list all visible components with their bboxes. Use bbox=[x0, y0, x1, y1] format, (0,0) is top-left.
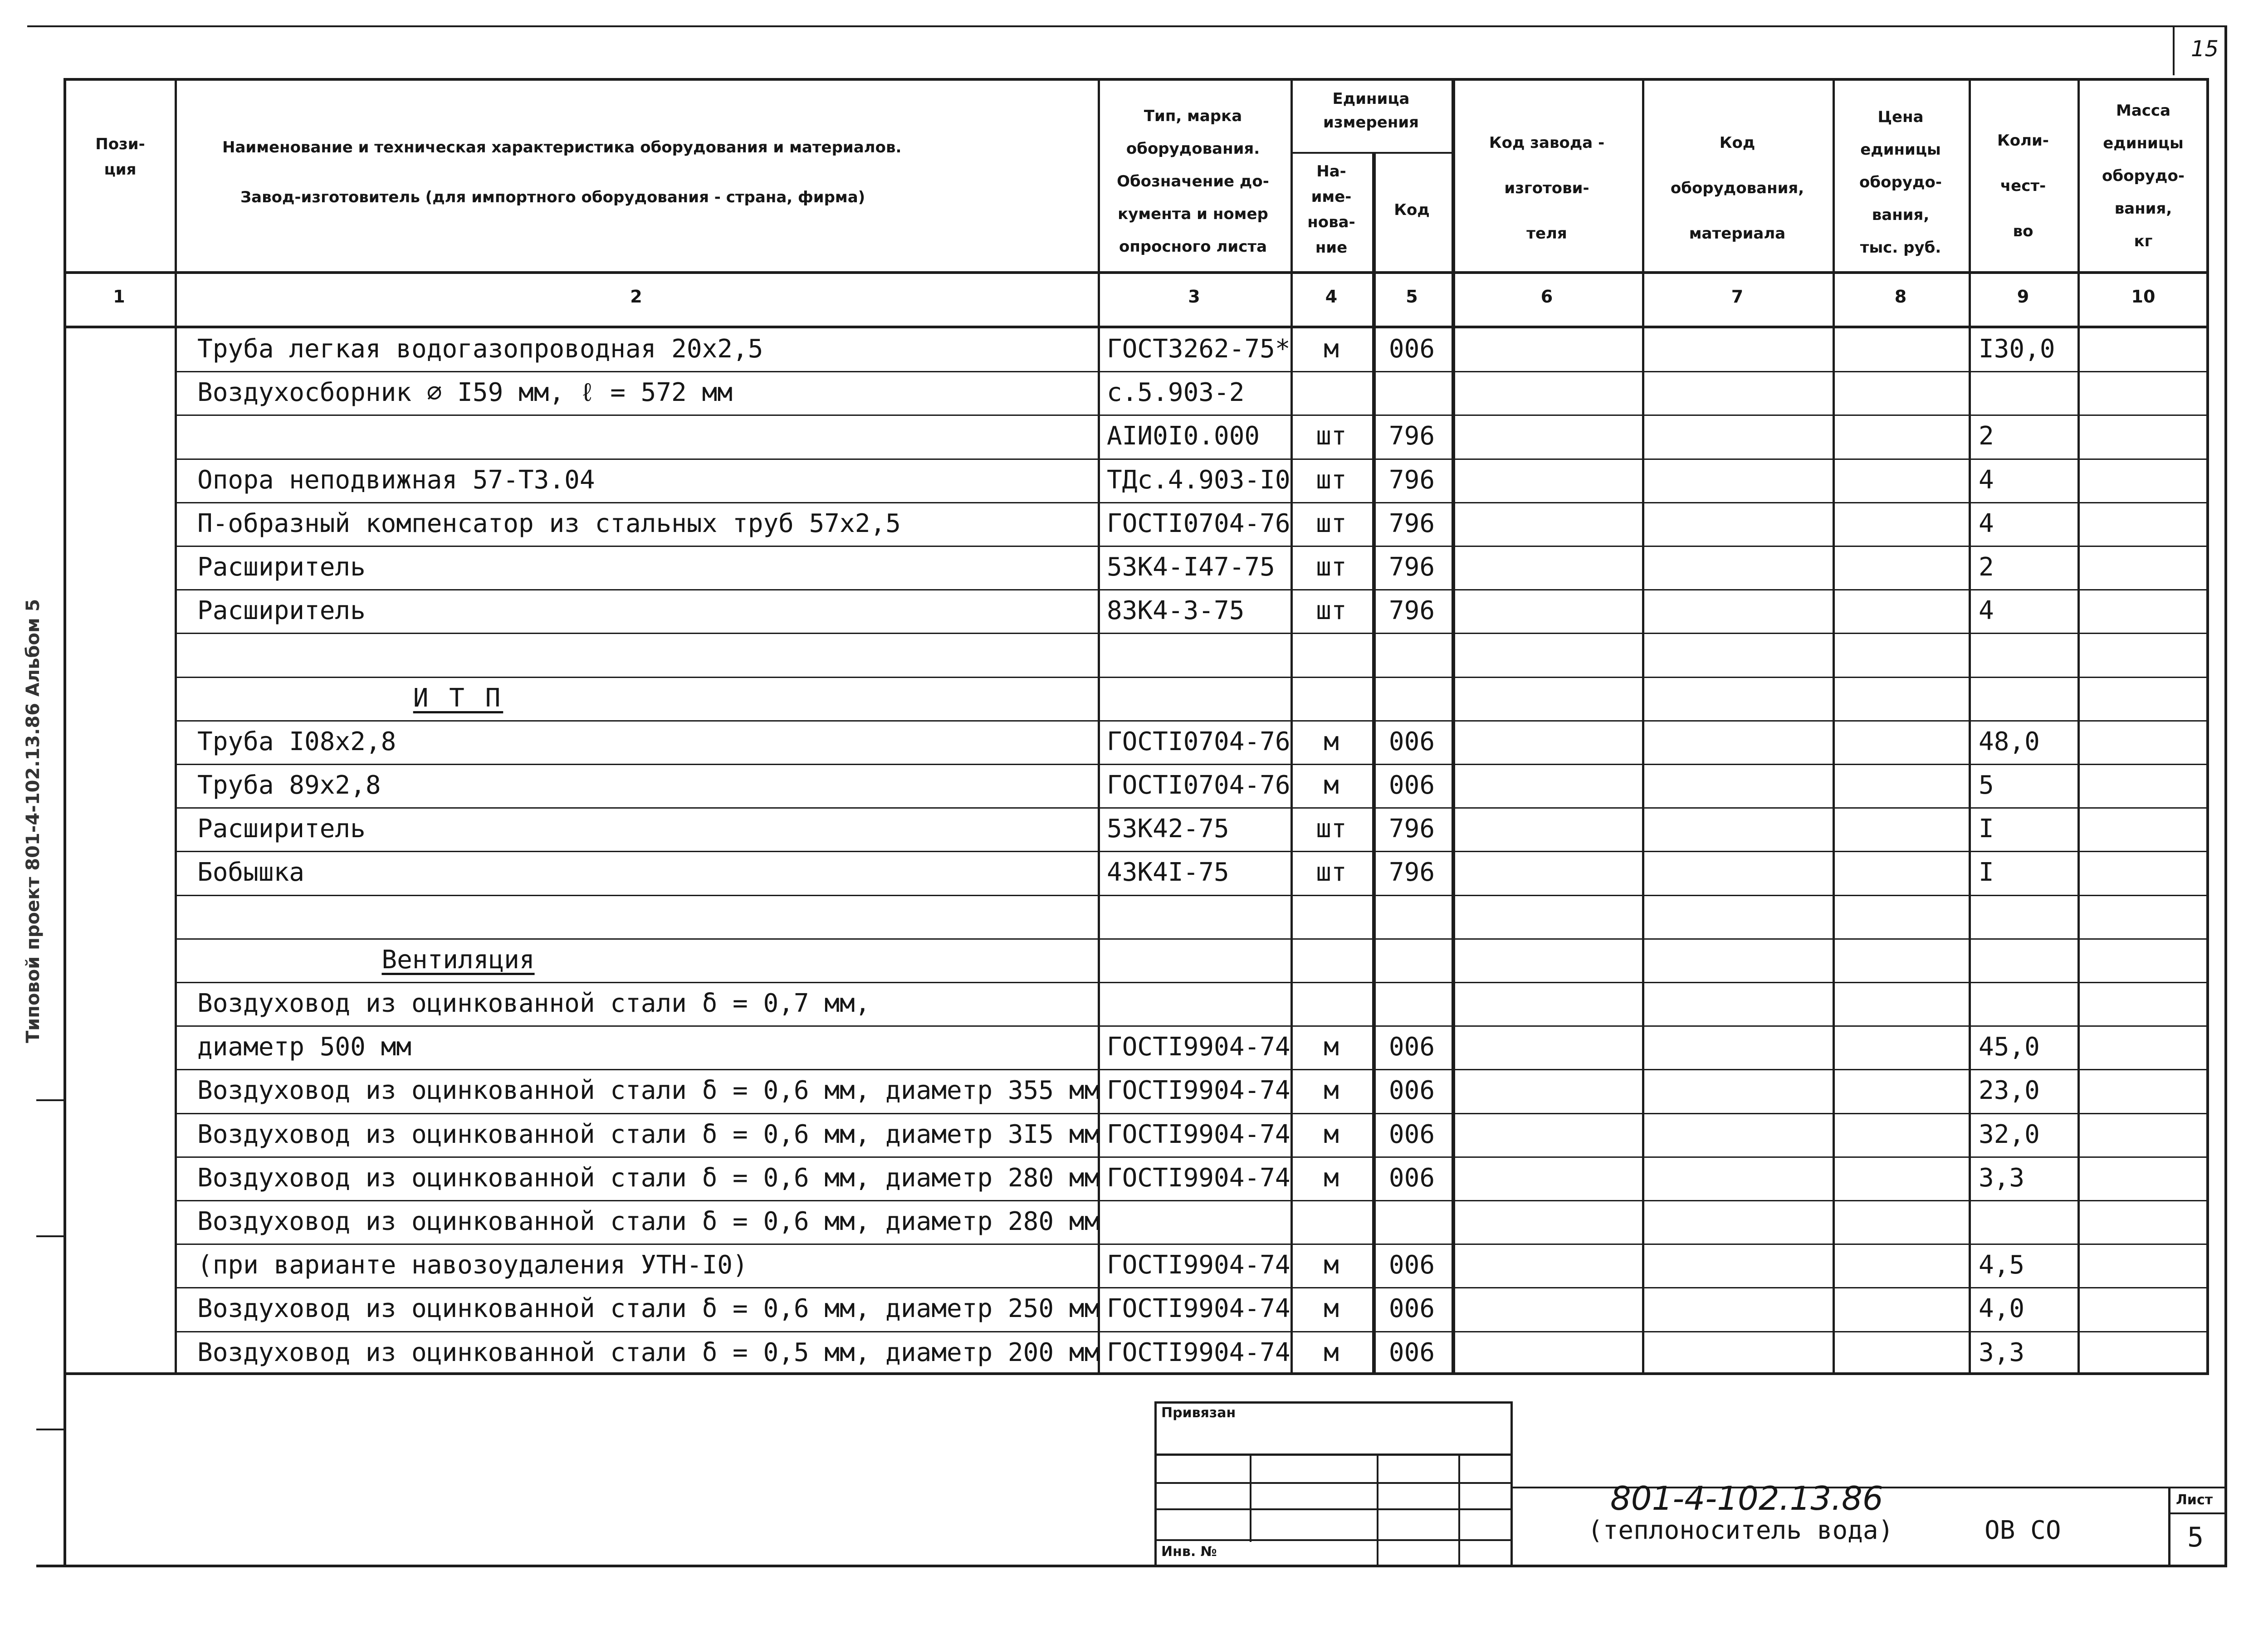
margin-tick-1 bbox=[36, 1099, 66, 1101]
table-row bbox=[0, 1244, 2268, 1287]
item-name: Воздуховод из оцинкованной стали δ = 0,6 мм, диаметр 280 мм bbox=[197, 1207, 1100, 1236]
column-number: 3 bbox=[1188, 287, 1200, 307]
item-unit: м bbox=[1324, 334, 1339, 364]
item-quantity: 5 bbox=[1979, 771, 1994, 800]
header-name-line2: Завод-изготовитель (для импортного оборудования - страна, фирма) bbox=[240, 188, 865, 206]
page-number: 15 bbox=[2191, 36, 2219, 62]
header-unit-group bbox=[1290, 87, 1452, 134]
column-number: 7 bbox=[1731, 287, 1744, 307]
unit-group-line bbox=[1290, 152, 1452, 154]
column-number: 10 bbox=[2131, 287, 2156, 307]
header-qty-line3: во bbox=[2013, 222, 2033, 240]
item-unit: м bbox=[1324, 1250, 1339, 1280]
item-unit: шт bbox=[1316, 465, 1347, 495]
item-code: 006 bbox=[1388, 727, 1435, 756]
item-designation: ГОСТI0704-76 bbox=[1107, 727, 1290, 756]
item-quantity: 4 bbox=[1979, 465, 1994, 495]
item-name: Бобышка bbox=[197, 858, 305, 887]
item-quantity: 2 bbox=[1979, 421, 1994, 451]
item-designation: АIИ0I0.000 bbox=[1107, 421, 1260, 451]
header-price-line4: вания, bbox=[1872, 206, 1930, 224]
item-code: 006 bbox=[1388, 1120, 1435, 1149]
item-designation: с.5.903-2 bbox=[1107, 378, 1245, 407]
item-unit bbox=[1290, 633, 1372, 676]
sheet-box-split bbox=[2168, 1512, 2227, 1514]
table-row bbox=[0, 1331, 2268, 1375]
doc-subtitle: (теплоноситель вода) bbox=[1588, 1516, 1894, 1545]
item-code: 796 bbox=[1388, 552, 1435, 582]
item-designation: ТДс.4.903-I0 bbox=[1107, 465, 1290, 495]
item-quantity: 2 bbox=[1979, 552, 1994, 582]
header-equip-line3: материала bbox=[1689, 224, 1786, 243]
item-name: Воздухосборник ∅ I59 мм, ℓ = 572 мм bbox=[197, 378, 733, 407]
header-mass-line2: единицы bbox=[2103, 134, 2184, 152]
item-unit: м bbox=[1324, 1294, 1339, 1323]
header-price-line3: оборудо- bbox=[1859, 173, 1942, 191]
table-row bbox=[0, 938, 2268, 982]
item-code: 796 bbox=[1388, 596, 1435, 625]
item-designation: ГОСТI9904-74 bbox=[1107, 1163, 1290, 1193]
item-code: 006 bbox=[1388, 1250, 1435, 1280]
item-quantity: 23,0 bbox=[1979, 1076, 2040, 1105]
table-row bbox=[0, 1069, 2268, 1112]
item-designation: ГОСТI9904-74 bbox=[1107, 1120, 1290, 1149]
item-name: Воздуховод из оцинкованной стали δ = 0,6 мм, диаметр 250 мм bbox=[197, 1294, 1100, 1323]
top-border-line bbox=[27, 25, 2227, 27]
item-quantity: 32,0 bbox=[1979, 1120, 2040, 1149]
header-bottom-line bbox=[64, 271, 2209, 274]
item-quantity: I bbox=[1979, 814, 1994, 844]
item-name: (при варианте навозоудаления УТН-I0) bbox=[197, 1250, 748, 1280]
header-equip-line1: Код bbox=[1719, 134, 1755, 152]
item-name: Расширитель bbox=[197, 552, 366, 582]
header-unit-name bbox=[1290, 159, 1372, 260]
item-name: Воздуховод из оцинкованной стали δ = 0,6 мм, диаметр 355 мм bbox=[197, 1076, 1100, 1105]
table-row bbox=[0, 633, 2268, 676]
item-unit bbox=[1290, 677, 1372, 720]
item-name: Расширитель bbox=[197, 596, 366, 625]
item-unit bbox=[1290, 1200, 1372, 1244]
header-name-line1: Наименование и техническая характеристика оборудования и материалов. bbox=[222, 138, 902, 156]
header-mass-line4: вания, bbox=[2114, 200, 2172, 218]
item-designation: 83К4-3-75 bbox=[1107, 596, 1245, 625]
item-unit bbox=[1290, 938, 1372, 982]
table-row bbox=[0, 677, 2268, 720]
table-row bbox=[0, 1287, 2268, 1331]
item-unit: м bbox=[1324, 1120, 1339, 1149]
table-bottom-line bbox=[64, 1372, 2209, 1375]
header-type-line2: оборудования. bbox=[1126, 140, 1260, 158]
header-name bbox=[181, 122, 1089, 222]
item-unit: шт bbox=[1316, 814, 1347, 844]
item-designation: 53К4-I47-75 bbox=[1107, 552, 1275, 582]
item-designation: ГОСТ3262-75* bbox=[1107, 334, 1290, 364]
item-code: 006 bbox=[1388, 1076, 1435, 1105]
item-code: 796 bbox=[1388, 465, 1435, 495]
item-name: Расширитель bbox=[197, 814, 366, 844]
table-row bbox=[0, 1156, 2268, 1200]
table-row bbox=[0, 851, 2268, 894]
page-bottom-line bbox=[36, 1565, 2227, 1567]
header-equip-line2: оборудования, bbox=[1670, 179, 1804, 197]
sheet-label: Лист bbox=[2176, 1492, 2213, 1508]
item-designation: ГОСТI9904-74 bbox=[1107, 1250, 1290, 1280]
header-price bbox=[1833, 101, 1969, 264]
item-unit: шт bbox=[1316, 596, 1347, 625]
header-mass-line1: Масса bbox=[2116, 102, 2171, 120]
item-quantity: I30,0 bbox=[1979, 334, 2055, 364]
header-unit-line2: измерения bbox=[1323, 113, 1419, 132]
item-code bbox=[1372, 1200, 1452, 1244]
header-mass bbox=[2077, 94, 2209, 258]
item-unit: м bbox=[1324, 727, 1339, 756]
header-position-line2: ция bbox=[104, 161, 137, 179]
item-code bbox=[1372, 895, 1452, 938]
item-unit: шт bbox=[1316, 552, 1347, 582]
header-type-line4: кумента и номер bbox=[1118, 205, 1268, 223]
stamp-grid-v1 bbox=[1250, 1456, 1251, 1542]
item-quantity: 4,0 bbox=[1979, 1294, 2025, 1323]
section-title: И Т П bbox=[413, 683, 503, 713]
item-unit bbox=[1290, 371, 1372, 415]
item-code: 006 bbox=[1388, 1338, 1435, 1367]
table-row bbox=[0, 764, 2268, 807]
column-number: 2 bbox=[630, 287, 642, 307]
item-code: 006 bbox=[1388, 771, 1435, 800]
table-row bbox=[0, 589, 2268, 633]
item-unit: м bbox=[1324, 771, 1339, 800]
header-unit-line1: Единица bbox=[1332, 90, 1410, 108]
column-number: 1 bbox=[113, 287, 125, 307]
item-quantity: 48,0 bbox=[1979, 727, 2040, 756]
item-unit: м bbox=[1324, 1032, 1339, 1062]
table-row bbox=[0, 895, 2268, 938]
header-type-line5: опросного листа bbox=[1119, 238, 1267, 256]
table-row bbox=[0, 415, 2268, 458]
side-text: Типовой проект 801-4-102.13.86 Альбом 5 bbox=[23, 599, 44, 1043]
header-mass-line3: оборудо- bbox=[2102, 167, 2185, 185]
item-name: Воздуховод из оцинкованной стали δ = 0,6 мм, диаметр 3I5 мм bbox=[197, 1120, 1100, 1149]
header-qty-line1: Коли- bbox=[1997, 132, 2049, 150]
header-mass-line5: кг bbox=[2134, 232, 2153, 250]
item-code bbox=[1372, 982, 1452, 1025]
header-qty-line2: чест- bbox=[2000, 177, 2046, 195]
outer-left-line bbox=[64, 78, 66, 1566]
item-designation: ГОСТI9904-74 bbox=[1107, 1338, 1290, 1367]
item-unit: шт bbox=[1316, 421, 1347, 451]
margin-tick-3 bbox=[36, 1429, 66, 1430]
header-factory-line2: изготови- bbox=[1504, 179, 1589, 197]
stamp-grid-v3 bbox=[1458, 1456, 1460, 1567]
item-code bbox=[1372, 938, 1452, 982]
item-designation: ГОСТI9904-74 bbox=[1107, 1032, 1290, 1062]
table-row bbox=[0, 371, 2268, 415]
table-row bbox=[0, 458, 2268, 502]
header-type bbox=[1098, 100, 1288, 263]
item-name: Воздуховод из оцинкованной стали δ = 0,5 мм, диаметр 200 мм bbox=[197, 1338, 1100, 1367]
header-type-line3: Обозначение до- bbox=[1117, 172, 1269, 190]
header-factory-line1: Код завода - bbox=[1489, 134, 1605, 152]
table-row bbox=[0, 1200, 2268, 1244]
item-name: Труба 89х2,8 bbox=[197, 771, 381, 800]
item-code: 796 bbox=[1388, 509, 1435, 538]
column-number: 6 bbox=[1540, 287, 1553, 307]
table-row bbox=[0, 720, 2268, 764]
item-name: диаметр 500 мм bbox=[197, 1032, 412, 1062]
header-price-line2: единицы bbox=[1860, 141, 1941, 159]
item-unit: м bbox=[1324, 1338, 1339, 1367]
header-unit-name-line2: име- bbox=[1311, 188, 1352, 206]
margin-tick-2 bbox=[36, 1235, 66, 1237]
item-name: П-образный компенсатор из стальных труб 57х2,5 bbox=[197, 509, 901, 538]
header-price-line5: тыс. руб. bbox=[1860, 239, 1941, 257]
item-name: Труба легкая водогазопроводная 20х2,5 bbox=[197, 334, 763, 364]
item-code: 006 bbox=[1388, 1163, 1435, 1193]
header-unit-name-line1: На- bbox=[1316, 162, 1346, 180]
table-row bbox=[0, 982, 2268, 1025]
item-code: 796 bbox=[1388, 814, 1435, 844]
item-quantity: 45,0 bbox=[1979, 1032, 2040, 1062]
header-unit-name-line3: нова- bbox=[1307, 213, 1355, 231]
header-price-line1: Цена bbox=[1877, 108, 1924, 126]
column-number: 9 bbox=[2017, 287, 2029, 307]
item-name: Воздуховод из оцинкованной стали δ = 0,7 мм, bbox=[197, 989, 870, 1018]
header-unit-name-line4: ние bbox=[1315, 239, 1348, 257]
header-type-line1: Тип, марка bbox=[1144, 107, 1242, 125]
item-code: 006 bbox=[1388, 1294, 1435, 1323]
item-quantity: 4,5 bbox=[1979, 1250, 2025, 1280]
doc-code: 801-4-102.13.86 bbox=[1610, 1479, 1883, 1517]
item-name: Опора неподвижная 57-Т3.04 bbox=[197, 465, 595, 495]
item-quantity: 3,3 bbox=[1979, 1338, 2025, 1367]
column-number: 4 bbox=[1325, 287, 1338, 307]
item-quantity: 4 bbox=[1979, 509, 1994, 538]
item-designation: ГОСТI9904-74 bbox=[1107, 1076, 1290, 1105]
item-unit: шт bbox=[1316, 509, 1347, 538]
item-quantity: 4 bbox=[1979, 596, 1994, 625]
item-unit bbox=[1290, 982, 1372, 1025]
item-name: Труба I08х2,8 bbox=[197, 727, 396, 756]
item-designation: ГОСТI0704-76 bbox=[1107, 771, 1290, 800]
item-unit: м bbox=[1324, 1076, 1339, 1105]
outer-right-line bbox=[2224, 25, 2227, 1566]
item-quantity: 3,3 bbox=[1979, 1163, 2025, 1193]
table-row bbox=[0, 327, 2268, 371]
table-row bbox=[0, 807, 2268, 851]
item-designation: 53К42-75 bbox=[1107, 814, 1229, 844]
item-designation: ГОСТI0704-76 bbox=[1107, 509, 1290, 538]
item-code bbox=[1372, 677, 1452, 720]
header-unit-code: Код bbox=[1394, 201, 1430, 219]
section-title: Вентиляция bbox=[381, 945, 535, 975]
header-position bbox=[68, 132, 172, 182]
item-unit: шт bbox=[1316, 858, 1347, 887]
stamp-inv-label: Инв. № bbox=[1161, 1544, 1217, 1560]
item-code: 006 bbox=[1388, 334, 1435, 364]
table-row bbox=[0, 1113, 2268, 1156]
stamp-attached-label: Привязан bbox=[1161, 1405, 1236, 1421]
item-designation: ГОСТI9904-74 bbox=[1107, 1294, 1290, 1323]
header-factory-line3: теля bbox=[1526, 224, 1567, 243]
stamp-grid-v2 bbox=[1377, 1456, 1378, 1567]
item-code: 796 bbox=[1388, 421, 1435, 451]
header-factory-code bbox=[1452, 120, 1642, 256]
item-code: 796 bbox=[1388, 858, 1435, 887]
sheet-number: 5 bbox=[2187, 1522, 2204, 1553]
item-name: Воздуховод из оцинкованной стали δ = 0,6 мм, диаметр 280 мм bbox=[197, 1163, 1100, 1193]
item-code bbox=[1372, 371, 1452, 415]
doc-mark: ОВ СО bbox=[1984, 1516, 2061, 1545]
table-row bbox=[0, 546, 2268, 589]
item-code bbox=[1372, 633, 1452, 676]
column-number: 5 bbox=[1406, 287, 1418, 307]
column-number: 8 bbox=[1894, 287, 1907, 307]
header-quantity bbox=[1969, 118, 2077, 254]
table-row bbox=[0, 502, 2268, 546]
item-unit bbox=[1290, 895, 1372, 938]
table-row bbox=[0, 1025, 2268, 1069]
item-designation: 43К4I-75 bbox=[1107, 858, 1229, 887]
item-code: 006 bbox=[1388, 1032, 1435, 1062]
item-unit: м bbox=[1324, 1163, 1339, 1193]
item-quantity: I bbox=[1979, 858, 1994, 887]
header-position-line1: Пози- bbox=[95, 135, 145, 153]
header-equipment-code bbox=[1642, 120, 1833, 256]
